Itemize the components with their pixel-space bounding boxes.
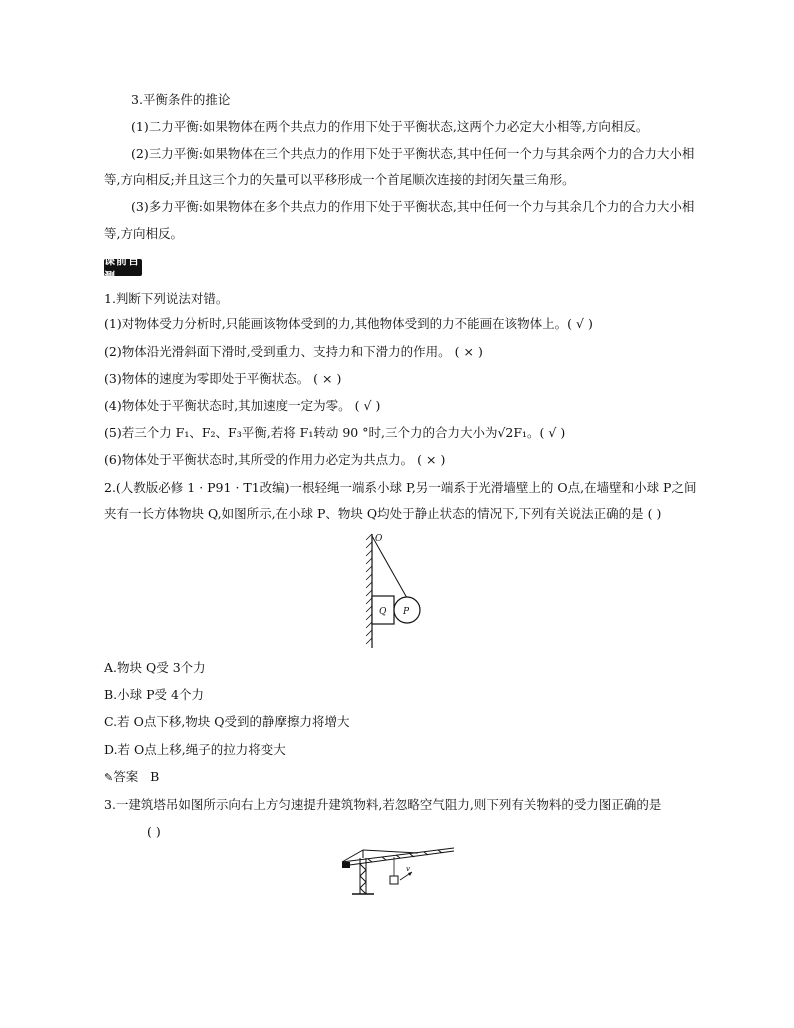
- answer-marker-icon: ✎: [104, 771, 114, 784]
- q1-item-1: (1)对物体受力分析时,只能画该物体受到的力,其他物体受到的力不能画在该物体上。( √ ): [104, 316, 593, 331]
- q2-stem-line1: 2.(人教版必修 1 · P91 · T1改编)一根轻绳一端系小球 P,另一端系于光滑墙壁上的 O点,在墙壁和小球 P之间: [104, 480, 697, 495]
- q1-item-6: (6)物体处于平衡状态时,其所受的作用力必定为共点力。 ( × ): [104, 452, 446, 467]
- q3-answer-blank: ( ): [147, 824, 161, 839]
- q2-answer-value: B: [150, 769, 160, 784]
- q1-item-3: (3)物体的速度为零即处于平衡状态。 ( × ): [104, 371, 342, 386]
- label-p: P: [403, 607, 410, 617]
- section-badge-pretest: 课前自测: [104, 253, 140, 283]
- q2-answer-row: [104, 769, 159, 786]
- paragraph-three-force-line2: 等,方向相反;并且这三个力的矢量可以平移形成一个首尾顺次连接的封闭矢量三角形。: [104, 172, 575, 187]
- paragraph-two-force: (1)二力平衡:如果物体在两个共点力的作用下处于平衡状态,这两个力必定大小相等,方向相反。: [131, 119, 649, 134]
- paragraph-multi-force-line2: 等,方向相反。: [104, 226, 183, 241]
- paragraph-multi-force-line1: (3)多力平衡:如果物体在多个共点力的作用下处于平衡状态,其中任何一个力与其余几个力的合力大小相: [131, 199, 695, 214]
- q1-stem: 1.判断下列说法对错。: [104, 291, 229, 306]
- q2-option-c: C.若 O点下移,物块 Q受到的静摩擦力将增大: [104, 714, 350, 729]
- label-v: v: [406, 865, 410, 873]
- q2-option-a: A.物块 Q受 3个力: [104, 660, 206, 675]
- q2-figure: [358, 528, 428, 652]
- q2-option-b: B.小球 P受 4个力: [104, 687, 204, 702]
- q1-item-4: (4)物体处于平衡状态时,其加速度一定为零。 ( √ ): [104, 398, 381, 413]
- label-o: O: [375, 534, 383, 544]
- q2-stem-line2: 夹有一长方体物块 Q,如图所示,在小球 P、物块 Q均处于静止状态的情况下,下列有关说法正确的是 ( ): [104, 506, 662, 521]
- crane-counterweight: [342, 862, 350, 868]
- q2-option-d: D.若 O点上移,绳子的拉力将变大: [104, 742, 286, 757]
- q3-crane-figure: [338, 840, 458, 896]
- q1-item-2: (2)物体沿光滑斜面下滑时,受到重力、支持力和下滑力的作用。 ( × ): [104, 344, 483, 359]
- paragraph-three-force-line1: (2)三力平衡:如果物体在三个共点力的作用下处于平衡状态,其中任何一个力与其余两个力的合力大小相: [131, 146, 695, 161]
- load-box: [390, 876, 398, 884]
- wall-hatch: [366, 534, 372, 644]
- rope-line: [372, 536, 407, 598]
- q2-answer-label: 答案: [113, 769, 139, 784]
- crane-jib: [342, 848, 454, 866]
- q1-item-5: (5)若三个力 F₁、F₂、F₃平衡,若将 F₁转动 90 °时,三个力的合力大小为√2F₁。( √ ): [104, 425, 566, 440]
- label-q: Q: [379, 607, 387, 617]
- q3-stem: 3.一建筑塔吊如图所示向右上方匀速提升建筑物料,若忽略空气阻力,则下列有关物料的受力图正确的是: [104, 797, 662, 812]
- section-heading-balance: 3.平衡条件的推论: [131, 92, 231, 107]
